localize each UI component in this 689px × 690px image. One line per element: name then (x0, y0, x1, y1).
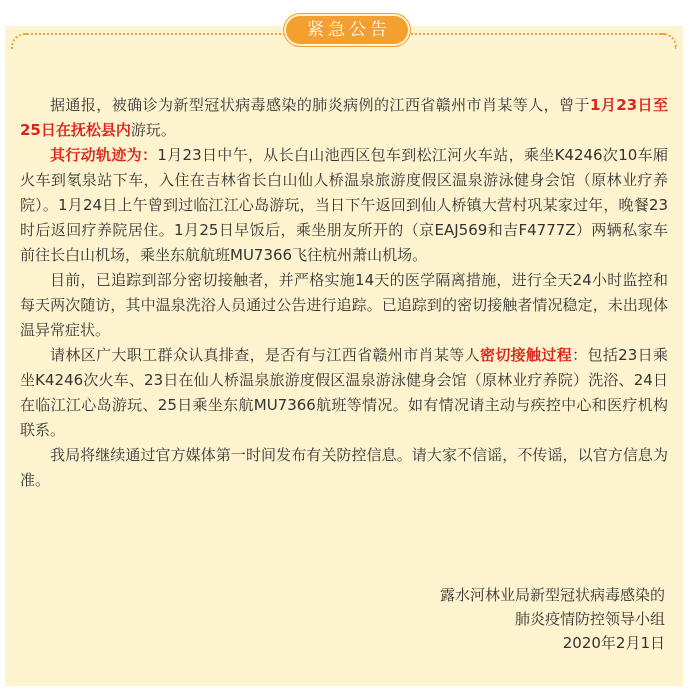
paragraph-tracing: 目前，已追踪到部分密切接触者，并严格实施14天的医学隔离措施，进行全天24小时监控和每天两次随访，其中温泉洗浴人员通过公告进行追踪。已追踪到的密切接触者情况稳定，未出现体温异常症状。 (20, 271, 668, 339)
highlight-contact: 密切接触过程 (479, 346, 573, 364)
paragraph-report: 据通报，被确诊为新型冠状病毒感染的肺炎病例的江西省赣州市肖某等人，曾于1月23日至25日在抚松县内游玩。 (20, 96, 668, 139)
paragraph-itinerary: 其行动轨迹为：1月23日中午，从长白山池西区包车到松江河火车站，乘坐K4246次10车厢火车到氡泉站下车，入住在吉林省长白山仙人桥温泉旅游度假区温泉游泳健身会馆（原林业疗养院）。1月24日上午曾到过临江江心岛游玩，当日下午返回到仙人桥镇大营村巩某家过年，晚餐23时后返回疗养院居住。1月25日早饭后，乘坐朋友所开的（京EAJ569和吉F4777Z）两辆私家车前往长白山机场，乘坐东航航班MU7366飞往杭州萧山机场。 (20, 146, 668, 264)
top-left-corner (11, 33, 27, 49)
signature-block (440, 583, 665, 655)
top-right-corner (661, 33, 677, 49)
paragraph-screening: 请林区广大职工群众认真排查，是否有与江西省赣州市肖某等人密切接触过程：包括23日乘坐K4246次火车、23日在仙人桥温泉旅游度假区温泉游泳健身会馆（原林业疗养院）洗浴、24日在临江江心岛游玩、25日乘坐东航MU7366航班等情况。如有情况请主动与疾控中心和医疗机构联系。 (20, 346, 668, 439)
signature-group: 肺炎疫情防控领导小组 (514, 610, 665, 628)
highlight-dates: 1月23日至25日在抚松县内 (20, 96, 668, 139)
signature-date: 2020年2月1日 (562, 634, 665, 652)
signature-org: 露水河林业局新型冠状病毒感染的 (439, 586, 665, 604)
notice-title-badge: 紧急公告 (286, 16, 408, 44)
itinerary-label: 其行动轨迹为： (50, 146, 158, 164)
paragraph-closing: 我局将继续通过官方媒体第一时间发布有关防控信息。请大家不信谣，不传谣，以官方信息为准。 (20, 446, 668, 489)
notice-body (20, 93, 668, 493)
